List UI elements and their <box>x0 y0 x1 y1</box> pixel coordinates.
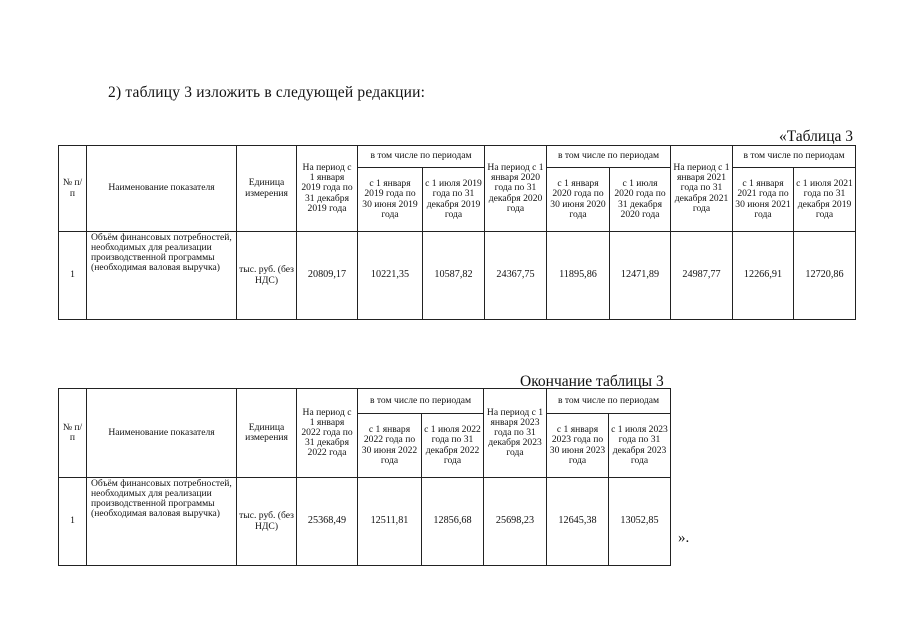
value-2019-h1: 10221,35 <box>358 232 423 320</box>
table-3-part-1 <box>58 145 856 320</box>
header-2022-h2: с 1 июля 2022 года по 31 декабря 2022 года <box>422 414 484 478</box>
value-2021-h2: 12720,86 <box>794 232 856 320</box>
row-num: 1 <box>59 232 87 320</box>
header-2023-h1: с 1 января 2023 года по 30 июня 2023 года <box>547 414 609 478</box>
header-2022-incl: в том числе по периодам <box>358 389 484 414</box>
header-unit: Единица измерения <box>237 146 297 232</box>
header-2020-incl: в том числе по периодам <box>547 146 671 168</box>
header-period-2019-total: На период с 1 января 2019 года по 31 декабря 2019 года <box>297 146 358 232</box>
header-2019-h2: с 1 июля 2019 года по 31 декабря 2019 года <box>423 168 485 232</box>
header-2021-h1: с 1 января 2021 года по 30 июня 2021 года <box>733 168 794 232</box>
row-unit: тыс. руб. (без НДС) <box>237 232 297 320</box>
header-2019-h1: с 1 января 2019 года по 30 июня 2019 года <box>358 168 423 232</box>
header-2021-h2: с 1 июля 2021 года по 31 декабря 2019 года <box>794 168 856 232</box>
value-2021-total: 24987,77 <box>671 232 733 320</box>
header-unit: Единица измерения <box>237 389 297 478</box>
value-2021-h1: 12266,91 <box>733 232 794 320</box>
value-2020-h1: 11895,86 <box>547 232 610 320</box>
row-indicator-name: Объём финансовых потребностей, необходимых для реализации производственной программы (необходимая валовая выручка) <box>87 232 237 320</box>
value-2023-h2: 13052,85 <box>609 478 671 566</box>
header-2019-incl: в том числе по периодам <box>358 146 485 168</box>
value-2019-h2: 10587,82 <box>423 232 485 320</box>
header-2023-incl: в том числе по периодам <box>547 389 671 414</box>
value-2022-h1: 12511,81 <box>358 478 422 566</box>
header-2022-h1: с 1 января 2022 года по 30 июня 2022 года <box>358 414 422 478</box>
value-2023-h1: 12645,38 <box>547 478 609 566</box>
header-2021-incl: в том числе по периодам <box>733 146 856 168</box>
value-2023-total: 25698,23 <box>484 478 547 566</box>
value-2022-total: 25368,49 <box>297 478 358 566</box>
value-2020-total: 24367,75 <box>485 232 547 320</box>
value-2019-total: 20809,17 <box>297 232 358 320</box>
row-unit: тыс. руб. (без НДС) <box>237 478 297 566</box>
table-3-caption: «Таблица 3 <box>778 128 853 145</box>
header-indicator-name: Наименование показателя <box>87 389 237 478</box>
value-2020-h2: 12471,89 <box>610 232 671 320</box>
row-num: 1 <box>59 478 87 566</box>
header-indicator-name: Наименование показателя <box>87 146 237 232</box>
amendment-intro-text: 2) таблицу 3 изложить в следующей редакции: <box>108 84 426 101</box>
header-2023-h2: с 1 июля 2023 года по 31 декабря 2023 года <box>609 414 671 478</box>
header-period-2021-total: На период с 1 января 2021 года по 31 декабря 2021 года <box>671 146 733 232</box>
header-2020-h1: с 1 января 2020 года по 30 июня 2020 года <box>547 168 610 232</box>
table-3-end-caption: Окончание таблицы 3 <box>520 373 664 390</box>
header-period-2022-total: На период с 1 января 2022 года по 31 декабря 2022 года <box>297 389 358 478</box>
header-num: № п/п <box>59 389 87 478</box>
table-3-part-2 <box>58 388 671 566</box>
closing-quote: ». <box>678 530 690 546</box>
value-2022-h2: 12856,68 <box>422 478 484 566</box>
header-period-2023-total: На период с 1 января 2023 года по 31 декабря 2023 года <box>484 389 547 478</box>
header-period-2020-total: На период с 1 января 2020 года по 31 декабря 2020 года <box>485 146 547 232</box>
header-2020-h2: с 1 июля 2020 года по 31 декабря 2020 года <box>610 168 671 232</box>
header-num: № п/п <box>59 146 87 232</box>
row-indicator-name: Объём финансовых потребностей, необходимых для реализации производственной программы (необходимая валовая выручка) <box>87 478 237 566</box>
